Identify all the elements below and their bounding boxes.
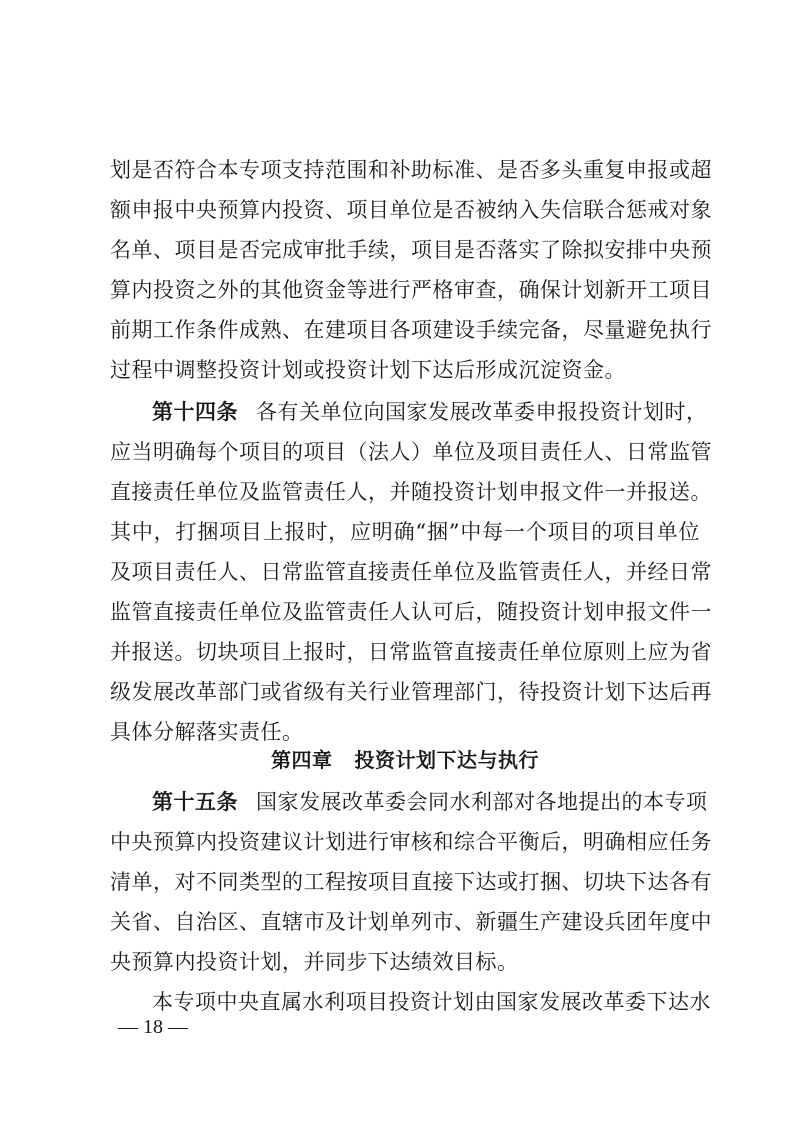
chapter-number: 第四章 [271, 748, 333, 772]
body-line: 额申报中央预算内投资、项目单位是否被纳入失信联合惩戒对象 [110, 198, 712, 222]
body-line: 清单，对不同类型的工程按项目直接下达或打捆、切块下达各有 [110, 870, 712, 894]
page-number: — 18 — [118, 1016, 188, 1038]
article-14-text: 各有关单位向国家发展改革委申报投资计划时， [256, 400, 708, 424]
body-line: 算内投资之外的其他资金等进行严格审查，确保计划新开工项目 [110, 278, 712, 302]
body-line: 前期工作条件成熟、在建项目各项建设手续完备，尽量避免执行 [110, 318, 712, 342]
body-line: 及项目责任人、日常监管直接责任单位及监管责任人，并经日常 [110, 560, 712, 584]
article-14-label: 第十四条 [152, 400, 238, 424]
body-line: 应当明确每个项目的项目（法人）单位及项目责任人、日常监管 [110, 440, 712, 464]
article-15-label: 第十五条 [152, 790, 238, 814]
body-line: 具体分解落实责任。 [110, 720, 304, 744]
article-15-first-line [152, 782, 708, 822]
article-14-first-line [152, 392, 708, 432]
body-line: 过程中调整投资计划或投资计划下达后形成沉淀资金。 [110, 358, 626, 382]
body-line: 央预算内投资计划，并同步下达绩效目标。 [110, 950, 519, 974]
body-line: 并报送。切块项目上报时，日常监管直接责任单位原则上应为省 [110, 640, 712, 664]
body-line: 名单、项目是否完成审批手续，项目是否落实了除拟安排中央预 [110, 238, 712, 262]
body-line: 中央预算内投资建议计划进行审核和综合平衡后，明确相应任务 [110, 830, 712, 854]
body-line: 关省、自治区、直辖市及计划单列市、新疆生产建设兵团年度中 [110, 910, 712, 934]
body-line: 其中，打捆项目上报时，应明确“捆”中每一个项目的项目单位 [110, 520, 700, 544]
chapter-heading [110, 740, 700, 780]
body-line: 直接责任单位及监管责任人，并随投资计划申报文件一并报送。 [110, 480, 712, 504]
chapter-title: 投资计划下达与执行 [354, 748, 539, 772]
body-line: 本专项中央直属水利项目投资计划由国家发展改革委下达水 [152, 990, 711, 1014]
body-line: 级发展改革部门或省级有关行业管理部门，待投资计划下达后再 [110, 680, 712, 704]
body-line: 监管直接责任单位及监管责任人认可后，随投资计划申报文件一 [110, 600, 712, 624]
article-15-text: 国家发展改革委会同水利部对各地提出的本专项 [256, 790, 708, 814]
body-line: 划是否符合本专项支持范围和补助标准、是否多头重复申报或超 [110, 158, 712, 182]
